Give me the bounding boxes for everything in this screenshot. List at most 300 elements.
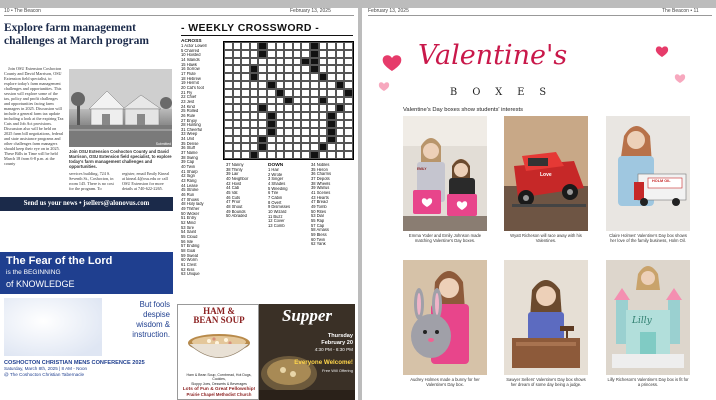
fear-ad-subtitle-2: of KNOWLEDGE (6, 279, 75, 289)
crossword-clue: 57 Cap (311, 223, 325, 228)
crossword-cell[interactable] (258, 65, 267, 73)
crossword-cell[interactable] (293, 151, 302, 159)
crossword-cell[interactable] (344, 143, 353, 151)
crossword-cell[interactable] (284, 50, 293, 58)
ham-ad-details (180, 373, 258, 397)
crossword-clue: 38 Swing (181, 155, 198, 160)
crossword-cell[interactable] (250, 97, 259, 105)
crossword-cell[interactable] (284, 104, 293, 112)
crossword-cell[interactable] (284, 73, 293, 81)
crossword-cell[interactable] (267, 73, 276, 81)
crossword-cell[interactable] (224, 58, 233, 66)
crossword-cell[interactable] (224, 42, 233, 50)
crossword-cell[interactable] (301, 42, 310, 50)
crossword-cell[interactable] (233, 136, 242, 144)
crossword-clue: 36 Stuff (181, 146, 196, 151)
crossword-cell[interactable] (327, 42, 336, 50)
crossword-cell[interactable] (344, 120, 353, 128)
crossword-cell[interactable] (293, 81, 302, 89)
crossword-cell[interactable] (344, 97, 353, 105)
quote-line: wisdom & (136, 320, 170, 329)
crossword-cell[interactable] (284, 136, 293, 144)
crossword-cell[interactable] (276, 42, 285, 50)
crossword-cell[interactable] (250, 104, 259, 112)
crossword-cell[interactable] (336, 120, 345, 128)
crossword-black-cell (319, 97, 328, 105)
crossword-cell[interactable] (233, 81, 242, 89)
crossword-cell[interactable] (258, 89, 267, 97)
crossword-cell[interactable] (327, 65, 336, 73)
crossword-cell[interactable] (241, 81, 250, 89)
crossword-cell[interactable] (276, 136, 285, 144)
crossword-cell[interactable] (301, 50, 310, 58)
crossword-cell[interactable] (344, 151, 353, 159)
conference-details (4, 360, 172, 379)
crossword-cell[interactable] (233, 128, 242, 136)
crossword-cell[interactable] (301, 136, 310, 144)
down-clue-list-2 (311, 163, 355, 247)
crossword-cell[interactable] (336, 151, 345, 159)
crossword-cell[interactable] (293, 97, 302, 105)
crossword-clue: 38 Wheels (311, 181, 331, 186)
down-clues (268, 163, 308, 229)
crossword-clue: 39 Lair (226, 172, 239, 177)
crossword-cell[interactable] (301, 97, 310, 105)
crossword-cell[interactable] (344, 50, 353, 58)
crossword-cell[interactable] (224, 151, 233, 159)
crossword-cell[interactable] (258, 128, 267, 136)
crossword-cell[interactable] (241, 120, 250, 128)
crossword-cell[interactable] (319, 58, 328, 66)
crossword-clue: 62 Kiss (181, 267, 195, 272)
crossword-cell[interactable] (233, 42, 242, 50)
crossword-clue: 59 Bless (311, 232, 327, 237)
crossword-cell[interactable] (327, 143, 336, 151)
crossword-clue: 20 Cat's foot (181, 85, 204, 90)
crossword-cell[interactable] (293, 143, 302, 151)
supper-offering: Free Will Offering (321, 368, 353, 373)
crossword-cell[interactable] (241, 104, 250, 112)
crossword-cell[interactable] (241, 65, 250, 73)
crossword-cell[interactable] (258, 120, 267, 128)
crossword-cell[interactable] (336, 50, 345, 58)
crossword-cell[interactable] (233, 143, 242, 151)
supper-day: Thursday (327, 333, 353, 339)
crossword-cell[interactable] (233, 97, 242, 105)
crossword-cell[interactable] (233, 65, 242, 73)
crossword-cell[interactable] (250, 128, 259, 136)
crossword-clue: 46 Cuts (226, 195, 241, 200)
crossword-clue: 43 Rang (181, 179, 197, 184)
crossword-cell[interactable] (319, 120, 328, 128)
crossword-cell[interactable] (267, 151, 276, 159)
crossword-cell[interactable] (293, 89, 302, 97)
crossword-cell[interactable] (267, 104, 276, 112)
crossword-clue: 38 Thinly (226, 167, 243, 172)
crossword-cell[interactable] (267, 42, 276, 50)
crossword-cell[interactable] (284, 58, 293, 66)
crossword-cell[interactable] (241, 97, 250, 105)
heart-icon (656, 46, 668, 57)
crossword-cell[interactable] (250, 58, 259, 66)
photo-claire-truck (606, 116, 690, 231)
crossword-cell[interactable] (241, 50, 250, 58)
crossword-cell[interactable] (301, 151, 310, 159)
boxes-title: BOXES (450, 87, 562, 98)
crossword-cell[interactable] (319, 81, 328, 89)
crossword-clue: 16 Sorrow (181, 67, 200, 72)
crossword-cell[interactable] (301, 73, 310, 81)
supper-welcome: Everyone Welcome! (294, 359, 353, 366)
crossword-clue: 44 Lease (181, 183, 198, 188)
crossword-cell[interactable] (224, 112, 233, 120)
crossword-cell[interactable] (241, 42, 250, 50)
crossword-cell[interactable] (284, 128, 293, 136)
crossword-clue: 5 Weeding (268, 186, 288, 191)
down-clue-list (268, 168, 308, 229)
crossword-cell[interactable] (310, 143, 319, 151)
crossword-cell[interactable] (293, 104, 302, 112)
crossword-cell[interactable] (276, 58, 285, 66)
crossword-cell[interactable] (336, 89, 345, 97)
crossword-clue: 41 Sharp (181, 169, 198, 174)
crossword-cell[interactable] (233, 120, 242, 128)
crossword-black-cell (319, 73, 328, 81)
crossword-cell[interactable] (327, 151, 336, 159)
across-clues-continued (226, 163, 266, 219)
down-heading: DOWN (268, 163, 284, 168)
crossword-cell[interactable] (258, 151, 267, 159)
crossword-cell[interactable] (224, 50, 233, 58)
crossword-black-cell (310, 151, 319, 159)
crossword-cell[interactable] (336, 42, 345, 50)
crossword-cell[interactable] (284, 89, 293, 97)
crossword-clue: 45 Vat (226, 190, 238, 195)
crossword-cell[interactable] (276, 143, 285, 151)
crossword-clue: 18 Hebrew (181, 76, 201, 81)
crossword-cell[interactable] (310, 104, 319, 112)
crossword-cell[interactable] (267, 50, 276, 58)
crossword-cell[interactable] (319, 50, 328, 58)
crossword-cell[interactable] (276, 65, 285, 73)
quote-line: despise (143, 310, 170, 319)
crossword-cell[interactable] (250, 112, 259, 120)
crossword-cell[interactable] (233, 112, 242, 120)
crossword-cell[interactable] (344, 73, 353, 81)
sky-illustration (4, 298, 102, 356)
crossword-black-cell (258, 42, 267, 50)
crossword-cell[interactable] (233, 58, 242, 66)
crossword-cell[interactable] (276, 104, 285, 112)
crossword-cell[interactable] (250, 136, 259, 144)
crossword-cell[interactable] (267, 97, 276, 105)
crossword-clue: 63 Unique (181, 272, 200, 277)
crossword-cell[interactable] (258, 58, 267, 66)
crossword-clue: 58 Goal (181, 248, 196, 253)
crossword-cell[interactable] (336, 73, 345, 81)
crossword-cell[interactable] (241, 128, 250, 136)
crossword-cell[interactable] (344, 58, 353, 66)
crossword-cell[interactable] (336, 112, 345, 120)
crossword-grid[interactable] (223, 41, 354, 160)
crossword-cell[interactable] (344, 128, 353, 136)
crossword-cell[interactable] (344, 42, 353, 50)
crossword-black-cell (267, 120, 276, 128)
crossword-cell[interactable] (267, 58, 276, 66)
crossword-cell[interactable] (344, 104, 353, 112)
fear-ad-banner (0, 252, 173, 294)
crossword-cell[interactable] (319, 42, 328, 50)
crossword-clue: 50 Abraded (226, 214, 247, 219)
crossword-cell[interactable] (258, 112, 267, 120)
article-column-2: services building, 724 S. Seventh St., Coshocton, in room 145. There is no cost for the program. To (69, 171, 114, 191)
crossword-cell[interactable] (250, 143, 259, 151)
caption-wyatt: Wyatt Richeson will race away with his Valentines. (510, 233, 582, 243)
crossword-cell[interactable] (310, 128, 319, 136)
soup-bowl-illustration (184, 327, 254, 369)
crossword-cell[interactable] (310, 97, 319, 105)
crossword-clue: 47 Shows (181, 197, 199, 202)
crossword-cell[interactable] (301, 89, 310, 97)
crossword-cell[interactable] (224, 120, 233, 128)
crossword-cell[interactable] (267, 65, 276, 73)
crossword-cell[interactable] (284, 112, 293, 120)
right-page (362, 8, 716, 400)
crossword-cell[interactable] (327, 81, 336, 89)
crossword-cell[interactable] (344, 81, 353, 89)
crossword-cell[interactable] (241, 73, 250, 81)
crossword-clue: 15 Hawk (181, 62, 197, 67)
crossword-cell[interactable] (224, 104, 233, 112)
crossword-cell[interactable] (319, 65, 328, 73)
crossword-cell[interactable] (284, 81, 293, 89)
supper-time: 4:30 PM - 6:30 PM (314, 346, 353, 352)
conference-title: COSHOCTON CHRISTIAN MENS CONFERENCE 2025 (4, 360, 145, 366)
crossword-cell[interactable] (293, 65, 302, 73)
photo-emma-emily (403, 116, 487, 231)
crossword-clue: 37 Nanny (226, 163, 244, 167)
crossword-cell[interactable] (284, 65, 293, 73)
crossword-cell[interactable] (293, 73, 302, 81)
crossword-cell[interactable] (310, 73, 319, 81)
news-submission-bar: Send us your news • jsellers@alonovus.com (0, 197, 173, 211)
crossword-clue: 56 Isle (181, 239, 194, 244)
crossword-cell[interactable] (224, 143, 233, 151)
crossword-cell[interactable] (293, 120, 302, 128)
crossword-clue: 48 Shout (226, 204, 243, 209)
crossword-clue: 53 Dial (311, 214, 324, 219)
crossword-cell[interactable] (336, 58, 345, 66)
crossword-clue: 37 Name (181, 151, 198, 156)
photo-sawyer-judge (504, 260, 588, 375)
ham-bean-soup-ad (177, 304, 259, 400)
crossword-cell[interactable] (258, 73, 267, 81)
crossword-cell[interactable] (293, 42, 302, 50)
crossword-cell[interactable] (276, 50, 285, 58)
crossword-title-rule (181, 35, 353, 36)
crossword-cell[interactable] (276, 97, 285, 105)
crossword-cell[interactable] (301, 104, 310, 112)
page-date: February 13, 2025 (368, 8, 409, 14)
crossword-cell[interactable] (336, 143, 345, 151)
fear-of-the-lord-ad (0, 248, 173, 400)
crossword-cell[interactable] (224, 89, 233, 97)
photo-audrey-bunny (403, 260, 487, 375)
crossword-cell[interactable] (250, 120, 259, 128)
crossword-cell[interactable] (233, 104, 242, 112)
crossword-cell[interactable] (293, 50, 302, 58)
supper-title: Supper (281, 306, 333, 325)
crossword-cell[interactable] (301, 112, 310, 120)
crossword-cell[interactable] (301, 143, 310, 151)
crossword-clue: 55 Cloud (181, 234, 198, 239)
crossword-cell[interactable] (336, 97, 345, 105)
crossword-clue: 47 Prior (226, 200, 241, 205)
across-clues (181, 39, 223, 277)
crossword-cell[interactable] (284, 151, 293, 159)
crossword-cell[interactable] (241, 89, 250, 97)
crossword-clue: 3 Singer (268, 177, 284, 182)
crossword-cell[interactable] (344, 112, 353, 120)
crossword-cell[interactable] (344, 65, 353, 73)
crossword-black-cell (327, 120, 336, 128)
caption-lilly: Lilly Richeson's Valentine's Day box is fit for a princess. (607, 377, 689, 387)
crossword-cell[interactable] (310, 81, 319, 89)
crossword-cell[interactable] (276, 81, 285, 89)
castle-name: Lilly (632, 316, 652, 326)
caption-sawyer: Sawyer Sellers' Valentine's Day box shows her dream of some day being a judge. (506, 377, 586, 387)
crossword-cell[interactable] (241, 112, 250, 120)
crossword-cell[interactable] (293, 112, 302, 120)
crossword-cell[interactable] (293, 136, 302, 144)
crossword-cell[interactable] (224, 81, 233, 89)
crossword-black-cell (258, 136, 267, 144)
crossword-cell[interactable] (301, 120, 310, 128)
crossword-clue: 13 Comb (268, 223, 285, 228)
crossword-cell[interactable] (344, 136, 353, 144)
crossword-cell[interactable] (276, 73, 285, 81)
crossword-clue: 21 Fly (181, 90, 193, 95)
quote-line: instruction. (132, 330, 170, 339)
crossword-cell[interactable] (241, 143, 250, 151)
crossword-clue: 28 Hunting (181, 123, 201, 128)
across-clue-list (181, 44, 223, 277)
crossword-cell[interactable] (224, 128, 233, 136)
crossword-clue: 8 Overt (268, 200, 282, 205)
crossword-black-cell (327, 136, 336, 144)
crossword-cell[interactable] (327, 97, 336, 105)
crossword-cell[interactable] (276, 151, 285, 159)
crossword-cell[interactable] (241, 136, 250, 144)
crossword-cell[interactable] (224, 73, 233, 81)
crossword-black-cell (258, 104, 267, 112)
crossword-cell[interactable] (267, 89, 276, 97)
crossword-cell[interactable] (224, 97, 233, 105)
crossword-cell[interactable] (319, 128, 328, 136)
truck-text: HOLM OIL (652, 179, 671, 183)
crossword-cell[interactable] (319, 151, 328, 159)
caption-audrey: Audrey Holmes made a bunny for her Valentine's Day box. (410, 377, 480, 387)
crossword-cell[interactable] (327, 104, 336, 112)
crossword-cell[interactable] (301, 65, 310, 73)
crossword-cell[interactable] (327, 58, 336, 66)
crossword-cell[interactable] (250, 89, 259, 97)
crossword-cell[interactable] (327, 73, 336, 81)
crossword-cell[interactable] (319, 136, 328, 144)
crossword-cell[interactable] (250, 81, 259, 89)
crossword-clue: 36 Charms (311, 172, 332, 177)
crossword-cell[interactable] (284, 143, 293, 151)
crossword-black-cell (327, 112, 336, 120)
crossword-cell[interactable] (224, 136, 233, 144)
crossword-cell[interactable] (310, 120, 319, 128)
crossword-cell[interactable] (276, 120, 285, 128)
crossword-clue: 61 Crest (181, 262, 197, 267)
crossword-cell[interactable] (250, 50, 259, 58)
crossword-clue: 49 Bounds (226, 209, 246, 214)
conference-time: Saturday, March 8th, 2025 | 8 AM - Noon (4, 366, 88, 372)
crossword-black-cell (267, 128, 276, 136)
crossword-cell[interactable] (310, 112, 319, 120)
crossword-cell[interactable] (258, 81, 267, 89)
crossword-cell[interactable] (327, 50, 336, 58)
crossword-cell[interactable] (241, 151, 250, 159)
crossword-cell[interactable] (310, 89, 319, 97)
crossword-cell[interactable] (224, 65, 233, 73)
crossword-clue: 60 Worm (181, 258, 198, 263)
crossword-cell[interactable] (319, 89, 328, 97)
crossword-cell[interactable] (327, 89, 336, 97)
crossword-clue: 51 Entry (181, 216, 197, 221)
crossword-cell[interactable] (233, 50, 242, 58)
car-label: Love (540, 172, 552, 178)
crossword-cell[interactable] (233, 73, 242, 81)
crossword-cell[interactable] (241, 58, 250, 66)
crossword-cell[interactable] (233, 151, 242, 159)
crossword-cell[interactable] (276, 112, 285, 120)
photo-wyatt-racecar (504, 116, 588, 231)
crossword-clue: 1 Hair (268, 168, 279, 172)
crossword-black-cell (310, 58, 319, 66)
crossword-cell[interactable] (310, 136, 319, 144)
crossword-cell[interactable] (301, 128, 310, 136)
crossword-cell[interactable] (267, 136, 276, 144)
crossword-cell[interactable] (336, 65, 345, 73)
crossword-cell[interactable] (293, 128, 302, 136)
crossword-cell[interactable] (284, 42, 293, 50)
crossword-black-cell (344, 89, 353, 97)
crossword-clue: 34 Unit (181, 137, 194, 142)
crossword-cell[interactable] (336, 128, 345, 136)
crossword-cell[interactable] (250, 42, 259, 50)
crossword-clue: 33 Weep (181, 132, 198, 137)
crossword-clue: 41 Scenes (311, 190, 331, 195)
crossword-cell[interactable] (319, 104, 328, 112)
crossword-clue: 55 Rap (311, 218, 325, 223)
crossword-clue: 4 Shades (268, 181, 286, 186)
crossword-cell[interactable] (233, 89, 242, 97)
crossword-clue: 10 Wizard (268, 209, 287, 214)
crossword-cell[interactable] (267, 143, 276, 151)
crossword-clue: 37 Depots (311, 176, 330, 181)
crossword-cell[interactable] (284, 120, 293, 128)
crossword-cell[interactable] (293, 58, 302, 66)
crossword-cell[interactable] (336, 136, 345, 144)
crossword-cell[interactable] (319, 112, 328, 120)
crossword-cell[interactable] (258, 97, 267, 105)
crossword-cell[interactable] (276, 128, 285, 136)
crossword-cell[interactable] (301, 81, 310, 89)
